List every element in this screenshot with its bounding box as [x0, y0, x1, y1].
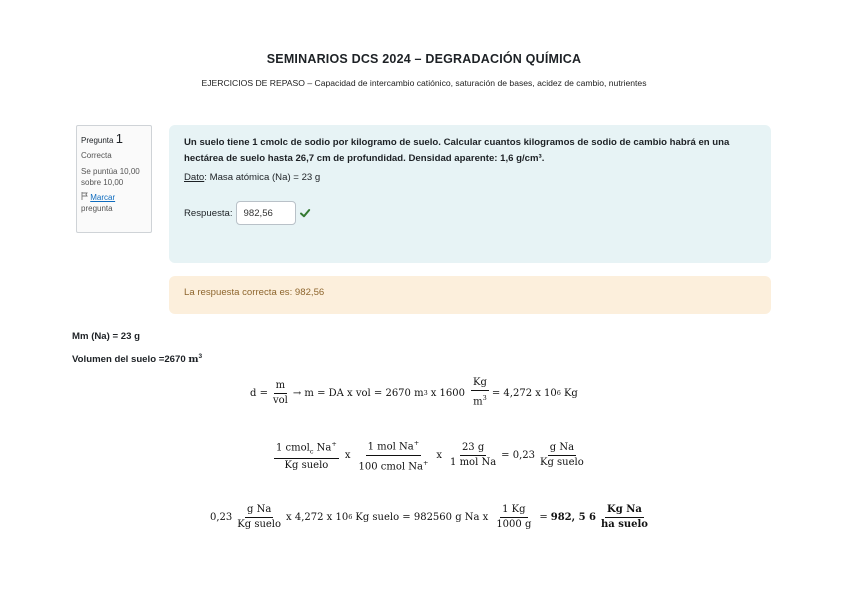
correct-answer-feedback: La respuesta correcta es: 982,56 [169, 276, 771, 314]
eq2-f1-num [274, 438, 339, 459]
soil-volume-exp: 3 [198, 353, 203, 360]
eq1-result-exp: 6 [556, 389, 561, 397]
eq2-fraction-2 [356, 437, 430, 473]
eq2-f3-num: 23 g [460, 442, 486, 456]
eq1-result-unit: Kg [563, 387, 578, 399]
grade-line-1: Se puntúa 10,00 [81, 167, 140, 176]
eq2-f1-den: Kg suelo [284, 460, 329, 472]
eq2-equals: = 0,23 [501, 449, 535, 461]
eq3-f1-num: g Na [245, 504, 273, 518]
eq3-f1-den: Kg suelo [237, 518, 282, 530]
question-number-row [81, 131, 147, 146]
soil-volume-note [72, 353, 202, 365]
eq1-result: = 4,272 x 10 [491, 387, 557, 399]
question-state: Correcta [81, 151, 112, 160]
soil-volume-label: Volumen del suelo =2670 [72, 354, 189, 366]
eq1-fraction-m-vol [271, 380, 290, 407]
eq2-f2-num [366, 437, 422, 455]
eq1-fraction-kg-m3 [471, 377, 489, 408]
page-title: SEMINARIOS DCS 2024 – DEGRADACIÓN QUÍMICA [266, 52, 582, 66]
answer-label: Respuesta: [184, 207, 233, 219]
eq2-fraction-1 [274, 438, 339, 472]
eq3-fraction-3 [599, 504, 650, 531]
molar-mass-note: Mm (Na) = 23 g [72, 331, 140, 342]
eq3-f2-num: 1 Kg [500, 504, 527, 518]
eq1-f2-den-wrap [471, 391, 489, 408]
answer-input[interactable] [236, 201, 296, 225]
eq3-exp: 6 [348, 513, 353, 521]
soil-volume-unit: m [188, 354, 199, 366]
eq1-exp: 3 [423, 389, 428, 397]
eq1-f2-den: m [473, 396, 483, 408]
eq3-mid2: Kg suelo = 982560 g Na x [355, 511, 489, 523]
eq2-times-2: x [436, 449, 443, 461]
eq2-f1-num-sub: c [309, 447, 314, 456]
flag-icon [81, 193, 90, 202]
grade-line-2: sobre 10,00 [81, 178, 124, 187]
question-text: Un suelo tiene 1 cmolc de sodio por kilogramo de suelo. Calcular cuantos kilogramos de sodio de cambio habrá en una hectárea de suelo hasta 26,7 cm de profundidad. Densidad aparente: 1,6 g/cm³. [184, 137, 730, 164]
eq2-f3-den: 1 mol Na [450, 456, 497, 468]
data-label: Dato [184, 172, 205, 183]
eq2-f1-num-b: Na [313, 442, 332, 454]
eq2-f2-num-a: 1 mol Na [367, 441, 414, 453]
eq3-result: 982, 5 6 [550, 511, 596, 523]
equation-result [210, 499, 653, 535]
equation-conversion [271, 437, 589, 473]
question-content [169, 125, 771, 263]
eq1-f1-num: m [274, 380, 287, 394]
flag-question-word: pregunta [81, 204, 113, 213]
data-text: : Masa atómica (Na) = 23 g [204, 172, 321, 183]
eq2-f2-num-sup: + [413, 439, 420, 448]
answer-row [184, 201, 756, 225]
question-number: 1 [115, 131, 123, 146]
eq3-mid: x 4,272 x 10 [286, 511, 349, 523]
eq2-fraction-4 [538, 442, 586, 469]
eq3-equals: = [539, 511, 548, 523]
eq3-f2-den: 1000 g [496, 518, 532, 530]
eq1-f2-num: Kg [471, 377, 489, 391]
eq3-lead: 0,23 [210, 511, 233, 523]
eq2-f1-num-a: 1 cmol [276, 442, 310, 454]
eq2-times-1: x [344, 449, 351, 461]
eq3-f3-num: Kg Na [605, 504, 644, 518]
eq3-fraction-1 [235, 504, 283, 531]
flag-question[interactable] [81, 192, 147, 214]
question-data [184, 172, 756, 183]
eq2-f4-den: Kg suelo [540, 456, 584, 468]
eq3-f3-den: ha suelo [600, 518, 648, 530]
page-subtitle: EJERCICIOS DE REPASO – Capacidad de intercambio catiónico, saturación de bases, acidez de cambio, nutrientes [201, 78, 647, 88]
eq1-f2-den-exp: 3 [482, 394, 487, 403]
eq2-f2-den-sup: + [422, 458, 429, 467]
question-info-panel [76, 125, 152, 233]
eq1-f1-den: vol [272, 394, 288, 406]
equation-density [250, 375, 581, 411]
eq2-fraction-3 [448, 442, 498, 469]
question-grade [81, 166, 147, 188]
eq2-f2-den [356, 456, 430, 473]
eq2-f4-num: g Na [548, 442, 576, 456]
eq1-lhs: d = [250, 387, 268, 399]
flag-question-link[interactable]: Marcar [90, 193, 116, 202]
eq3-fraction-2 [494, 504, 533, 531]
question-label: Pregunta [81, 136, 114, 145]
check-icon [299, 207, 311, 219]
eq1-mid: → m = DA x vol = 2670 m [292, 387, 424, 399]
eq2-f1-num-sup: + [331, 439, 337, 448]
eq2-f2-den-a: 100 cmol Na [358, 460, 423, 472]
eq1-times: x 1600 [430, 387, 465, 399]
